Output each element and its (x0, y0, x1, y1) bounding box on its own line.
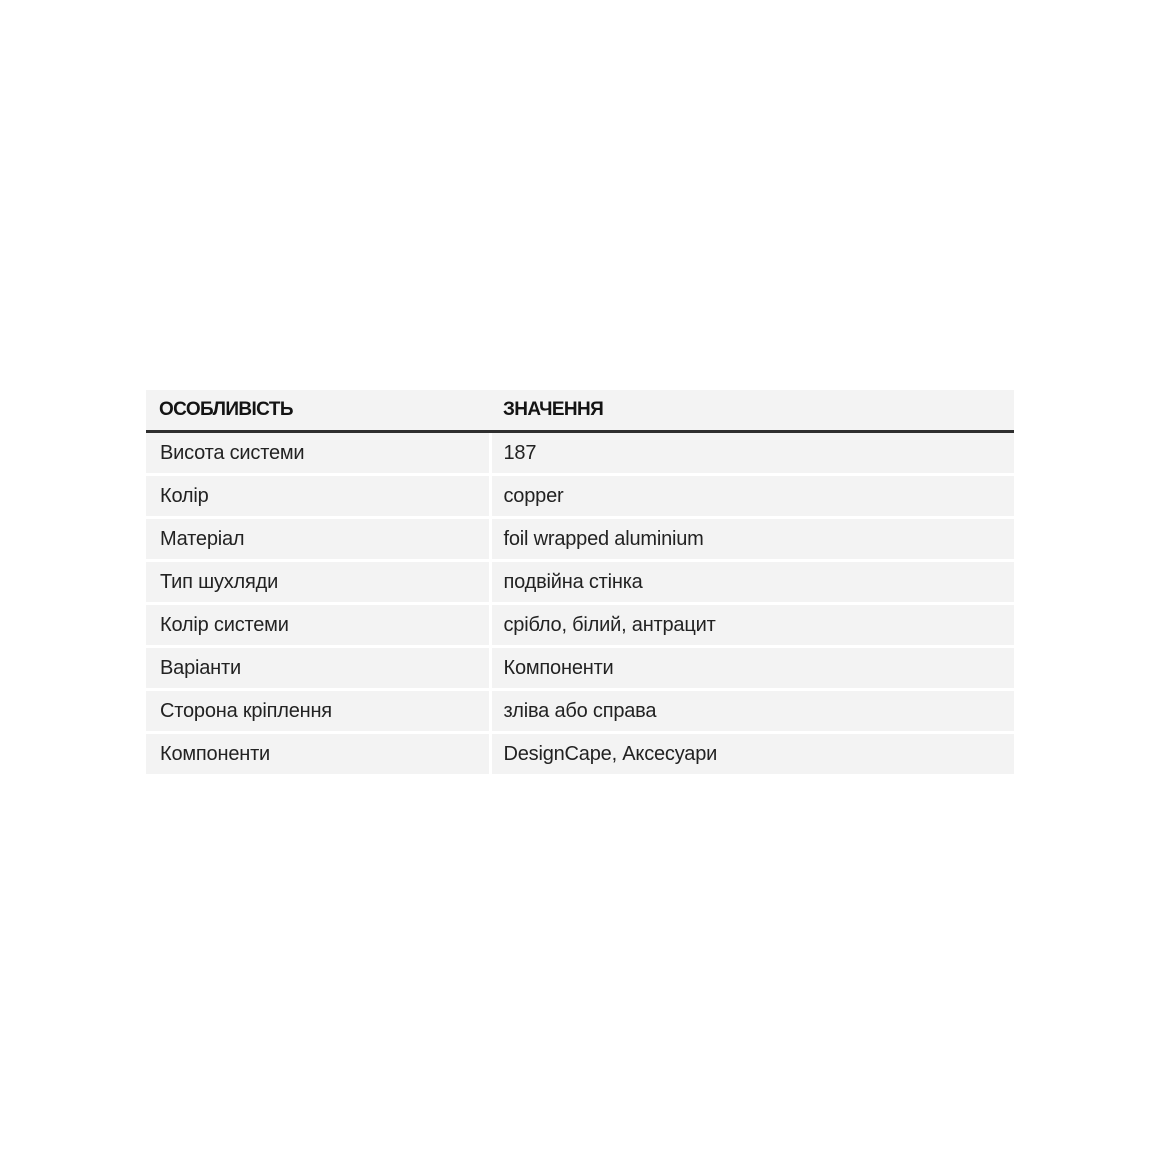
row-value: copper (490, 475, 1014, 518)
row-feature: Компоненти (146, 733, 490, 775)
table-row (146, 733, 1014, 775)
row-feature: Сторона кріплення (146, 690, 490, 733)
row-feature: Колір (146, 475, 490, 518)
row-value: зліва або справа (490, 690, 1014, 733)
table-row (146, 432, 1014, 475)
table-row (146, 690, 1014, 733)
row-value: Компоненти (490, 647, 1014, 690)
table-row (146, 475, 1014, 518)
row-value: DesignCape, Аксесуари (490, 733, 1014, 775)
row-feature: Колір системи (146, 604, 490, 647)
table-row (146, 518, 1014, 561)
header-feature: ОСОБЛИВІСТЬ (146, 390, 490, 432)
row-feature: Висота системи (146, 432, 490, 475)
table-row (146, 604, 1014, 647)
table-row (146, 647, 1014, 690)
row-value: подвійна стінка (490, 561, 1014, 604)
row-feature: Тип шухляди (146, 561, 490, 604)
table-row (146, 561, 1014, 604)
table-body (146, 432, 1014, 775)
row-value: foil wrapped aluminium (490, 518, 1014, 561)
table-header (146, 390, 1014, 432)
spec-table (146, 390, 1014, 774)
header-value: ЗНАЧЕННЯ (490, 390, 1014, 432)
header-row (146, 390, 1014, 432)
row-feature: Варіанти (146, 647, 490, 690)
row-value: 187 (490, 432, 1014, 475)
row-value: срібло, білий, антрацит (490, 604, 1014, 647)
row-feature: Матеріал (146, 518, 490, 561)
